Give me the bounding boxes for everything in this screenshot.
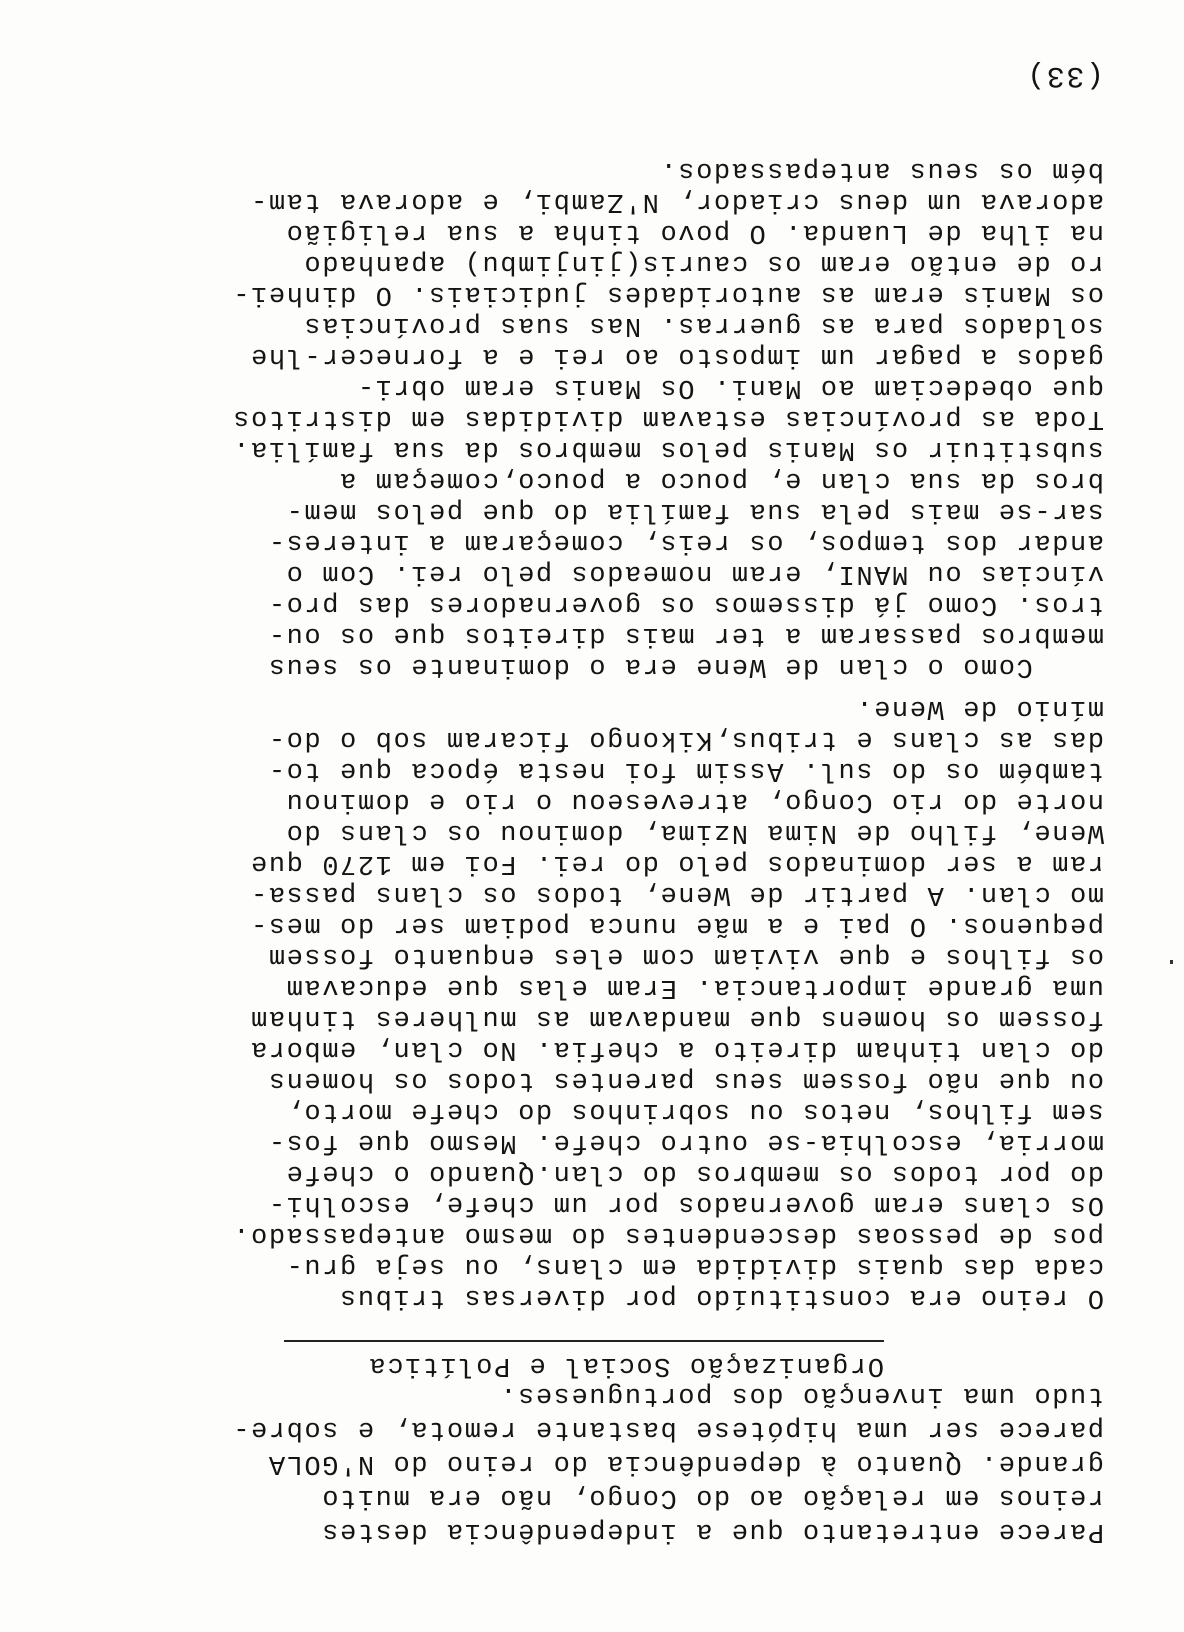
body-line: Wene, filho de Nima Nzima, dominou os clans do [285,817,1104,847]
body-line: ram a ser dominados pelo do rei. Foi em 1270 que [249,848,1104,878]
body-line: norte do rio Congo, atreveseou o rio e dominou [285,786,1104,816]
body-line: bém os seus antepassados. [658,155,1104,185]
body-line: ou que não fossem seus parentes todos os homens [267,1065,1104,1095]
body-line: os Manis eram as autoridades judiciais. O dinhei- [231,279,1104,309]
body-line: também os do sul. Assim foi nesta época que to- [267,755,1104,785]
intro-line: grande. Quanto à dependência do reino do N'GOLA [267,1448,1104,1478]
body-line: das as clans e tribus,Kikongo ficaram sob o do- [267,724,1104,754]
body-line: na ilha de Luanda. O povo tinha a sua religião [285,217,1104,247]
body-line: Toda as províncias estavam divididas em distritos [231,403,1104,433]
body-line: uma grande importancia. Eram elas que educavam [285,972,1104,1002]
body-line: ro de então eram os cauris(jinjimbu) apanhado [302,248,1104,278]
body-line: que obedeciam ao Mani. Os Manis eram obri- [356,372,1104,402]
body-line: os filhos e que viviam com eles enquanto fossem [267,941,1104,971]
body-line: pequenos. O pai e a mãe nunca podiam ser do mes- [249,910,1104,940]
body-line: substituir os Manis pelos membros da sua família. [231,434,1104,464]
section-heading: Organização Social e Política [367,1350,884,1380]
page-number: (33) [1025,58,1104,92]
body-line: fossem os homens que mandavam as mulheres tinham [249,1003,1104,1033]
body-line: do por todos os membros do clan.Quando o chefe [285,1158,1104,1188]
body-line: tros. Como já dissemos os governadores das pro- [267,589,1104,619]
body-line: gados a pagar um imposto ao rei e a fornecer-lhe [249,341,1104,371]
body-line: andar dos tempos, os reis, começaram a interes- [267,527,1104,557]
body-line: O reino era constituído por diversas tribus [338,1282,1104,1312]
body-line: bros da sua clan e, pouco a pouco,começam a [338,465,1104,495]
body-line: Os clans eram governados por um chefe, escolhi- [267,1189,1104,1219]
body-line: membros passaram a ter mais direitos que os ou- [267,620,1104,650]
body-line: víncias ou MANI, eram nomeados pelo rei. Com o [285,558,1104,588]
body-line: pos de pessoas descendentes do mesmo antepassado. [231,1220,1104,1250]
body-line: sar-se mais pela sua família do que pelos mem- [285,496,1104,526]
intro-line: reinos em relação ao do Congo, não era muito [320,1482,1104,1512]
body-line: cada das quais dividida em clans, ou seja gru- [285,1251,1104,1281]
scan-speck [1170,960,1173,964]
body-line: adorava um deus criador, N'Zambi, e adorava tam- [249,186,1104,216]
intro-line: tudo uma invenção dos portugueses. [498,1380,1104,1410]
body-line: soldados para as guerras. Nas suas províncias [302,310,1104,340]
heading-underline [284,1340,884,1342]
intro-line: Parece entretanto que a independência destes [320,1516,1104,1546]
body-line: Como o clan de Wene era o dominante os seus [267,651,1104,681]
body-line: mínio de Wene. [854,693,1104,723]
body-line: sem filhos, netos ou sobrinhos do chefe morto, [285,1096,1104,1126]
body-line: do clan tinham direito a chefia. No clan, embora [249,1034,1104,1064]
intro-line: parece ser uma hipótese bastante remota, e sobre- [231,1414,1104,1444]
body-line: mo clan. A partir de Wene, todos os clans passa- [249,879,1104,909]
body-line: morria, escolhia-se outro chefe. Mesmo que fos- [267,1127,1104,1157]
